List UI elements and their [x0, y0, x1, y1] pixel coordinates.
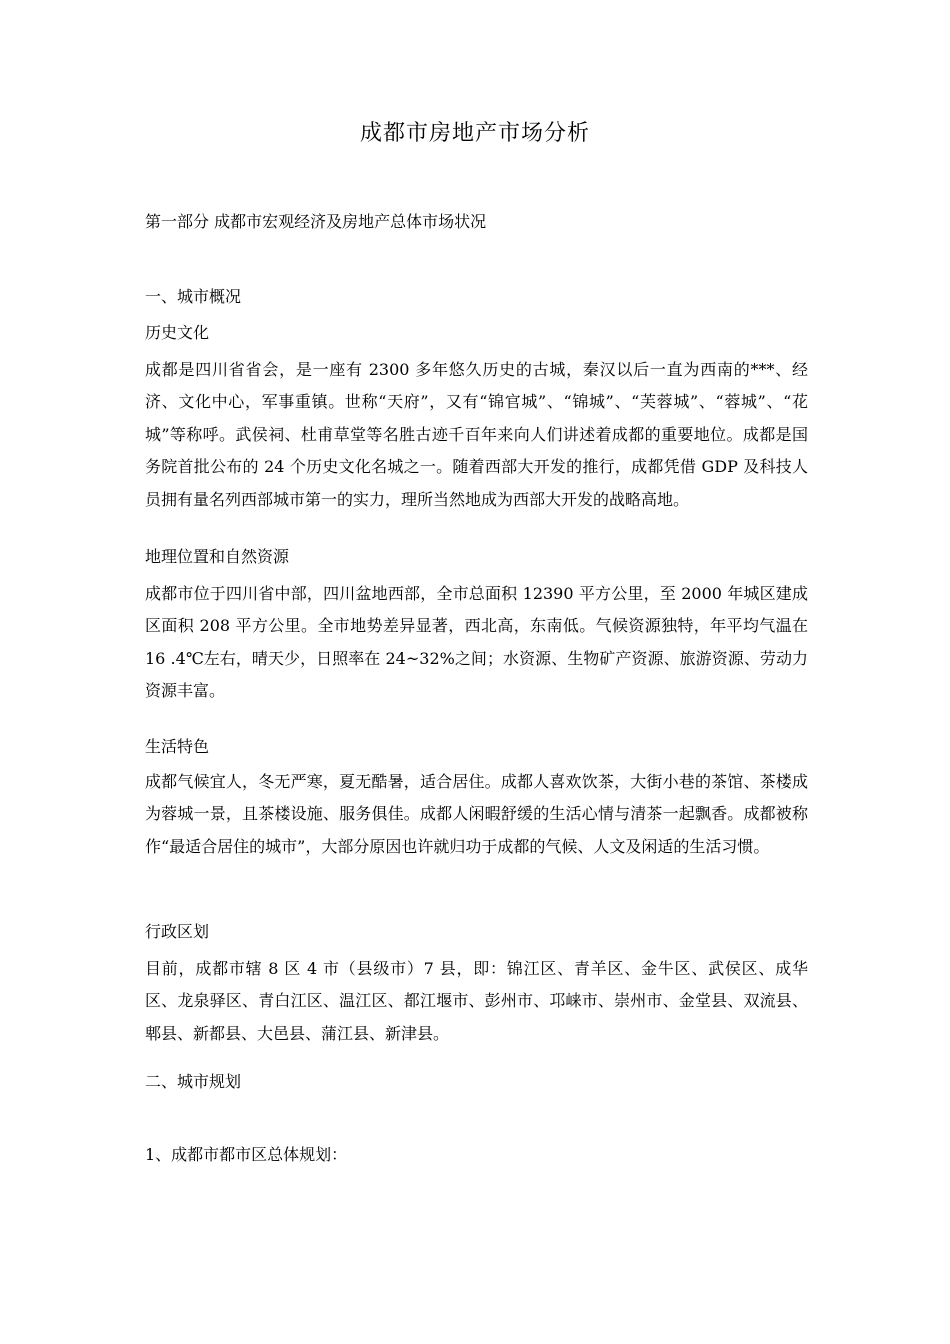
paragraph-lifestyle: 成都气候宜人，冬无严寒，夏无酷暑，适合居住。成都人喜欢饮茶，大街小巷的茶馆、茶楼成为蓉城一景，且茶楼设施、服务俱佳。成都人闲暇舒缓的生活心情与清茶一起飘香。成都被称作“最适合居住的城市”，大部分原因也许就归功于成都的气候、人文及闲适的生活习惯。 — [145, 772, 808, 856]
part-heading: 第一部分 成都市宏观经济及房地产总体市场状况 — [145, 212, 487, 231]
section-heading-city-planning: 二、城市规划 — [145, 1072, 242, 1091]
paragraph-history-culture: 成都是四川省省会，是一座有 2300 多年悠久历史的古城，秦汉以后一直为西南的***、经济、文化中心，军事重镇。世称“天府”，又有“锦官城”、“锦城”、“芙蓉城”、“蓉城”、“花城”等称呼。武侯祠、杜甫草堂等名胜古迹千百年来向人们讲述着成都的重要地位。成都是国务院首批公布的 24 个历史文化名城之一。随着西部大开发的推行，成都凭借 GDP 及科技人员拥有量名列西部城市第一的实力，理所当然地成为西部大开发的战略高地。 — [145, 360, 808, 509]
subheading-geography-resources: 地理位置和自然资源 — [145, 547, 290, 566]
section-heading-city-overview: 一、城市概况 — [145, 287, 242, 306]
paragraph-administrative-divisions: 目前，成都市辖 8 区 4 市（县级市）7 县，即：锦江区、青羊区、金牛区、武侯区、成华区、龙泉驿区、青白江区、温江区、都江堰市、彭州市、邛崃市、崇州市、金堂县、双流县、郫县、新都县、大邑县、蒲江县、新津县。 — [145, 959, 808, 1043]
document-title: 成都市房地产市场分析 — [359, 121, 590, 146]
subsection-heading-metropolitan-plan: 1、成都市都市区总体规划： — [145, 1145, 348, 1164]
subheading-lifestyle: 生活特色 — [145, 737, 210, 756]
subheading-history-culture: 历史文化 — [145, 323, 210, 342]
paragraph-geography-resources: 成都市位于四川省中部，四川盆地西部，全市总面积 12390 平方公里，至 2000 年城区建成区面积 208 平方公里。全市地势差异显著，西北高，东南低。气候资源独特，年平均气温在 16 .4℃左右，晴天少，日照率在 24~32%之间；水资源、生物矿产资源、旅游资源、劳动力资源丰富。 — [145, 584, 808, 701]
subheading-administrative-divisions: 行政区划 — [145, 922, 210, 941]
